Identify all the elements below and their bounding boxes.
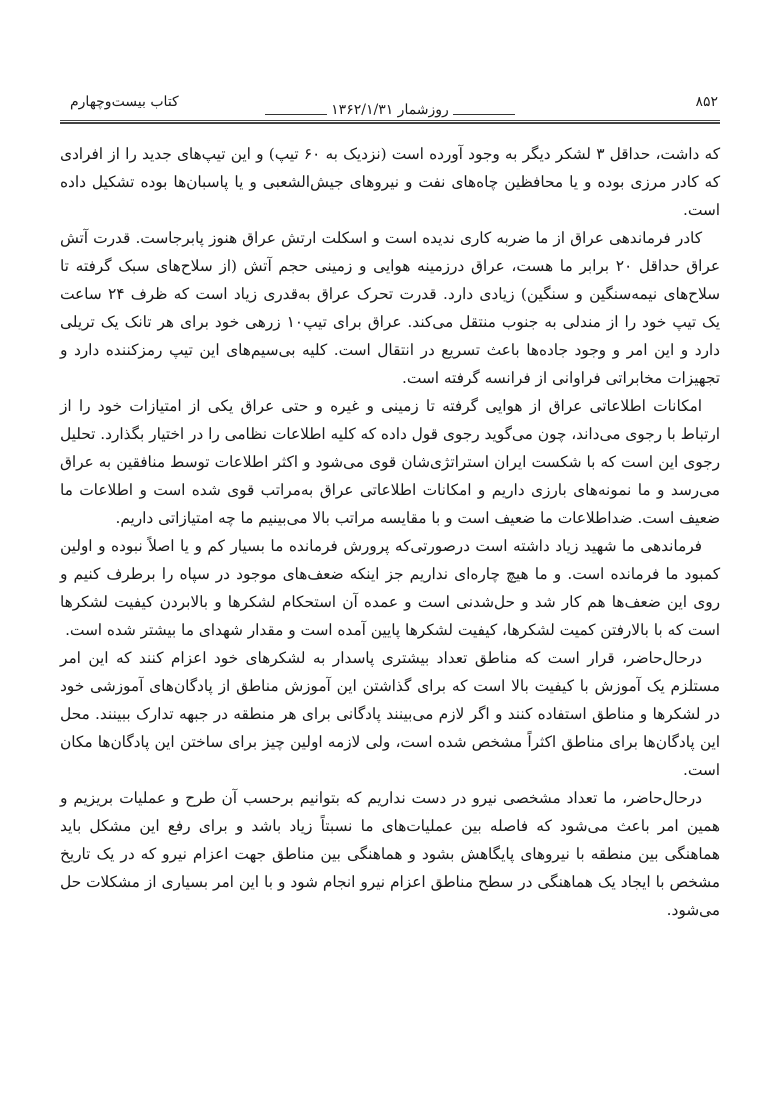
paragraph: کادر فرماندهی عراق از ما ضربه کاری ندیده است و اسکلت ارتش عراق هنوز پابرجاست. قدرت آتش عراق حداقل ۲۰ برابر ما هست، عراق درزمینه هوایی و زمینی حجم آتش (از سلاح‌های سبک گرفته تا سلاح‌های نیمه‌سنگین و سنگین) زیادی دارد. قدرت تحرک عراق به‌قدری زیاد است که ظرف ۲۴ ساعت یک تیپ خود را از مندلی به جنوب منتقل می‌کند. عراق برای تیپ۱۰ زرهی خود برای هر تانک یک تریلی دارد و این امر و وجود جاده‌ها باعث تسریع در انتقال است. کلیه بی‌سیم‌های این تیپ رمزکننده دارد و تجهیزات مخابراتی فراوانی از فرانسه گرفته است. bbox=[60, 229, 721, 387]
paragraph: فرماندهی ما شهید زیاد داشته است درصورتی‌که پرورش فرمانده ما بسیار کم و یا اصلاً نبوده و اولین کمبود ما فرمانده است. و ما هیچ چاره‌ای نداریم جز اینکه ضعف‌های موجود در سپاه را برطرف کنیم و روی این ضعف‌ها هم کار شد و حل‌شدنی است و عمده آن استحکام لشکرها و بالابردن کیفیت لشکرها است که با بالارفتن کمیت لشکرها، کیفیت لشکرها پایین آمده است و مقدار شهدای ما بیشتر شده است. bbox=[60, 537, 720, 639]
body-text bbox=[60, 140, 720, 924]
paragraph: درحال‌حاضر، ما تعداد مشخصی نیرو در دست نداریم که بتوانیم برحسب آن طرح و عملیات بریزیم و همین امر باعث می‌شود که فاصله بین عملیات‌های ما نسبتاً زیاد باشد و برای رفع این مشکل باید هماهنگی بین منطقه با نیروهای پایگاهش بشود و هماهنگی بین مناطق جهت اعزام نیرو که در یک تاریخ مشخص با ایجاد یک هماهنگی در سطح مناطق اعزام نیرو انجام شود و با این امر بسیاری از مشکلات حل می‌شود. bbox=[60, 789, 720, 919]
paragraph-continued: که داشت، حداقل ۳ لشکر دیگر به وجود آورده است (نزدیک به ۶۰ تیپ) و این تیپ‌های جدید را از افرادی که کادر مرزی بوده و یا محافظین چاه‌های نفت و نیروهای جیش‌الشعبی و یا پاسبان‌ها بوده تشکیل داده است. bbox=[60, 145, 721, 219]
book-title: کتاب بیست‌وچهارم bbox=[70, 94, 179, 110]
running-header bbox=[60, 90, 720, 116]
header-double-rule bbox=[60, 120, 720, 124]
paragraph: درحال‌حاضر، قرار است که مناطق تعداد بیشتری پاسدار به لشکرهای خود اعزام کنند که این امر مستلزم یک آموزش با کیفیت بالا است که برای گذاشتن این آموزش مناطق از پادگان‌های آموزشی خود در لشکرها و مناطق استفاده کنند و اگر لازم می‌بینند پادگانی برای هر منطقه در جبهه تدارک ببینند. محل این پادگان‌ها برای مناطق اکثراً مشخص شده است، ولی لازمه اولین چیز برای ساختن این پادگان‌ها مکان است. bbox=[60, 649, 720, 779]
page-number: ۸۵۲ bbox=[695, 94, 718, 110]
date-text: روزشمار ۱۳۶۲/۱/۳۱ bbox=[327, 102, 453, 118]
document-page bbox=[60, 90, 720, 924]
paragraph: امکانات اطلاعاتی عراق از هوایی گرفته تا زمینی و غیره و حتی عراق یکی از امتیازات خود را از ارتباط با رجوی می‌داند، چون می‌گوید رجوی قول داده که کلیه اطلاعات نظامی را در اختیار بگذارد. تحلیل رجوی این است که با شکست ایران استراتژی‌شان قوی می‌شود و اکثر اطلاعات توسط منافقین به عراق می‌رسد و ما نمونه‌های بارزی داریم و امکانات اطلاعاتی عراق به‌مراتب قوی شده است و اطلاعات ما ضعیف است. ضداطلاعات ما ضعیف است و با مقایسه مراتب بالا می‌بینیم ما چه امتیازاتی داریم. bbox=[60, 397, 720, 527]
